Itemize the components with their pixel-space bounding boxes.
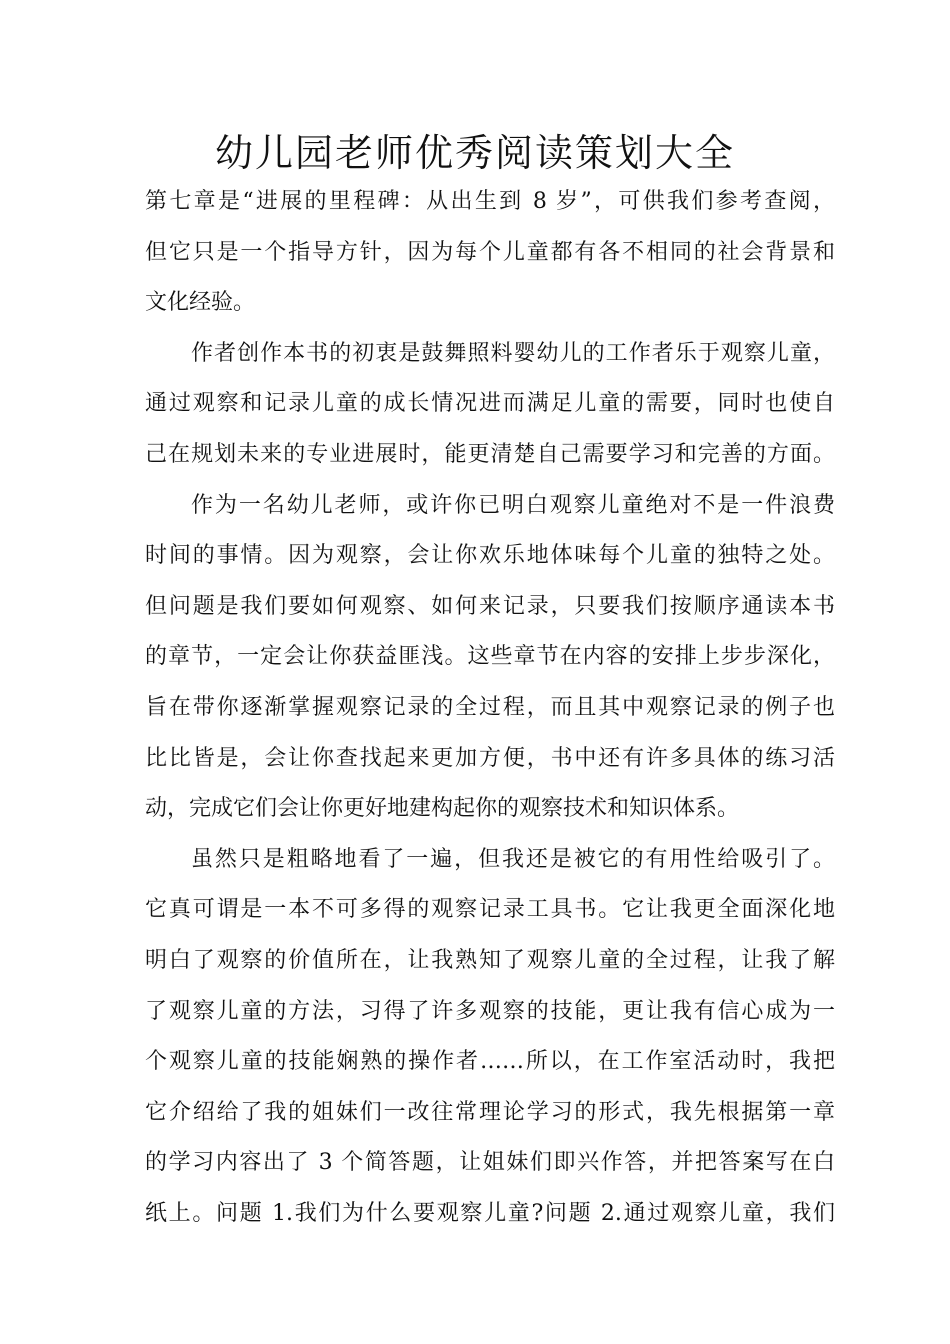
document-title: 幼儿园老师优秀阅读策划大全 [214, 131, 735, 175]
text-line: 明白了观察的价值所在，让我熟知了观察儿童的全过程，让我了解 [145, 947, 835, 973]
text-line: 文化经验。 [145, 290, 256, 316]
document-body [145, 180, 835, 1242]
paragraph-first-line: 作者创作本书的初衷是鼓舞照料婴幼儿的工作者乐于观察儿童， [191, 340, 835, 366]
paragraph-first-line: 作为一名幼儿老师，或许你已明白观察儿童绝对不是一件浪费 [191, 492, 835, 518]
text-line: 的学习内容出了 3 个简答题，让姐妹们即兴作答，并把答案写在白 [145, 1150, 835, 1176]
text-line: 比比皆是，会让你查找起来更加方便，书中还有许多具体的练习活 [145, 745, 835, 771]
text-line: 旨在带你逐渐掌握观察记录的全过程，而且其中观察记录的例子也 [145, 694, 835, 720]
text-line: 它介绍给了我的姐妹们一改往常理论学习的形式，我先根据第一章 [145, 1099, 835, 1125]
paragraph-first-line: 虽然只是粗略地看了一遍，但我还是被它的有用性给吸引了。 [191, 846, 835, 872]
text-line: 己在规划未来的专业进展时，能更清楚自己需要学习和完善的方面。 [145, 441, 835, 467]
text-line: 但它只是一个指导方针，因为每个儿童都有各不相同的社会背景和 [145, 239, 835, 265]
text-line: 的章节，一定会让你获益匪浅。这些章节在内容的安排上步步深化， [145, 644, 835, 670]
text-line: 第七章是“进展的里程碑：从出生到 8 岁”，可供我们参考查阅， [145, 189, 835, 214]
text-line: 动，完成它们会让你更好地建构起你的观察技术和知识体系。 [145, 796, 740, 822]
text-line: 通过观察和记录儿童的成长情况进而满足儿童的需要，同时也使自 [145, 391, 835, 417]
text-line: 纸上。问题 1.我们为什么要观察儿童?问题 2.通过观察儿童，我们 [145, 1200, 835, 1226]
text-line: 它真可谓是一本不可多得的观察记录工具书。它让我更全面深化地 [145, 897, 835, 923]
text-line: 了观察儿童的方法，习得了许多观察的技能，更让我有信心成为一 [145, 998, 835, 1024]
text-line: 个观察儿童的技能娴熟的操作者……所以，在工作室活动时，我把 [145, 1049, 835, 1075]
text-line: 但问题是我们要如何观察、如何来记录，只要我们按顺序通读本书 [145, 593, 835, 619]
text-line: 时间的事情。因为观察，会让你欢乐地体味每个儿童的独特之处。 [145, 543, 835, 569]
